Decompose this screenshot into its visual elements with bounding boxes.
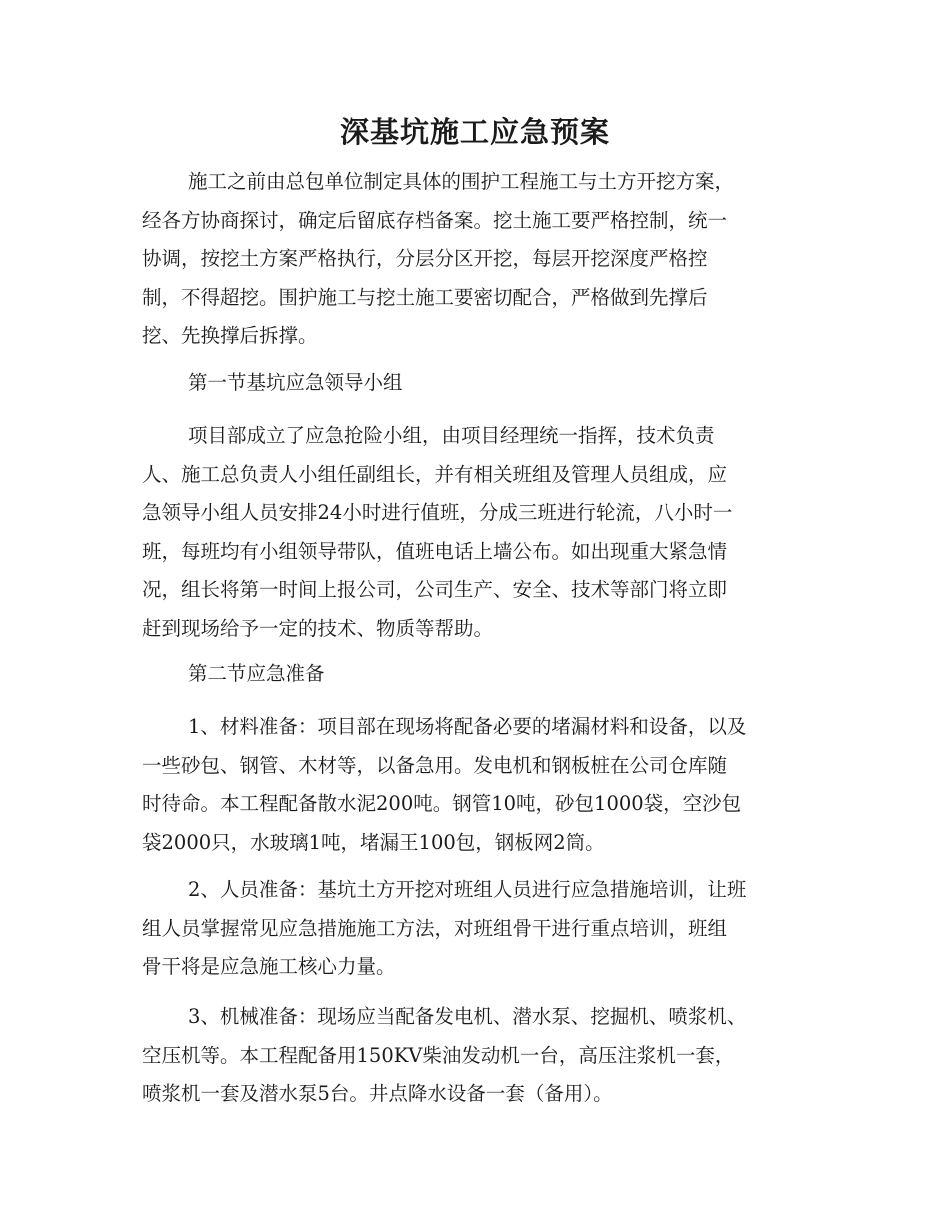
text-line: 一些砂包、钢管、木材等，以备急用。发电机和钢板桩在公司仓库随 [142,753,728,777]
text-line: 喷浆机一套及潜水泵5台。井点降水设备一套（备用）。 [142,1082,613,1105]
text-line: 班，每班均有小组领导带队，值班电话上墙公布。如出现重大紧急情 [142,539,728,563]
text-line: 急领导小组人员安排24小时进行值班，分成三班进行轮流，八小时一 [142,501,733,524]
text-line: 骨干将是应急施工核心力量。 [142,955,396,978]
paragraph-materials [142,708,810,862]
text-line: 挖、先换撑后拆撑。 [142,324,318,347]
text-line: 1、材料准备：项目部在现场将配备必要的堵漏材料和设备，以及 [188,715,747,738]
text-line: 空压机等。本工程配备用150KV柴油发动机一台，高压注浆机一套， [142,1043,735,1067]
text-line: 人、施工总负责人小组任副组长，并有相关班组及管理人员组成，应 [142,462,728,486]
section-heading-1 [142,364,810,403]
text-line: 袋2000只，水玻璃1吨，堵漏王100包，钢板网2筒。 [142,830,605,854]
section-heading-2 [142,655,810,694]
text-line: 组人员掌握常见应急措施施工方法，对班组骨干进行重点培训，班组 [142,916,728,940]
text-line: 协调，按挖土方案严格执行，分层分区开挖，每层开挖深度严格控 [142,247,708,270]
section-heading-text: 第二节应急准备 [188,662,325,685]
text-line: 况，组长将第一时间上报公司，公司生产、安全、技术等部门将立即 [142,578,728,601]
text-line: 赶到现场给予一定的技术、物质等帮助。 [142,616,494,640]
text-line: 项目部成立了应急抢险小组，由项目经理统一指挥，技术负责 [188,424,715,447]
document-title: 深基坑施工应急预案 [339,115,610,149]
text-line: 制，不得超挖。围护施工与挖土施工要密切配合，严格做到先撑后 [142,285,708,309]
text-line: 时待命。本工程配备散水泥200吨。钢管10吨，砂包1000袋，空沙包 [142,792,742,815]
paragraph-machinery [142,998,810,1114]
text-line: 2、人员准备：基坑土方开挖对班组人员进行应急措施培训，让班 [188,878,747,901]
section-heading-text: 第一节基坑应急领导小组 [188,371,403,394]
text-line: 3、机械准备：现场应当配备发电机、潜水泵、挖掘机、喷浆机、 [188,1005,747,1028]
paragraph-emergency-team [142,417,810,648]
text-line: 经各方协商探讨，确定后留底存档备案。挖土施工要严格控制，统一 [142,208,728,232]
text-line: 施工之前由总包单位制定具体的围护工程施工与土方开挖方案， [188,170,735,193]
paragraph-personnel [142,871,810,987]
paragraph-intro [142,163,810,356]
